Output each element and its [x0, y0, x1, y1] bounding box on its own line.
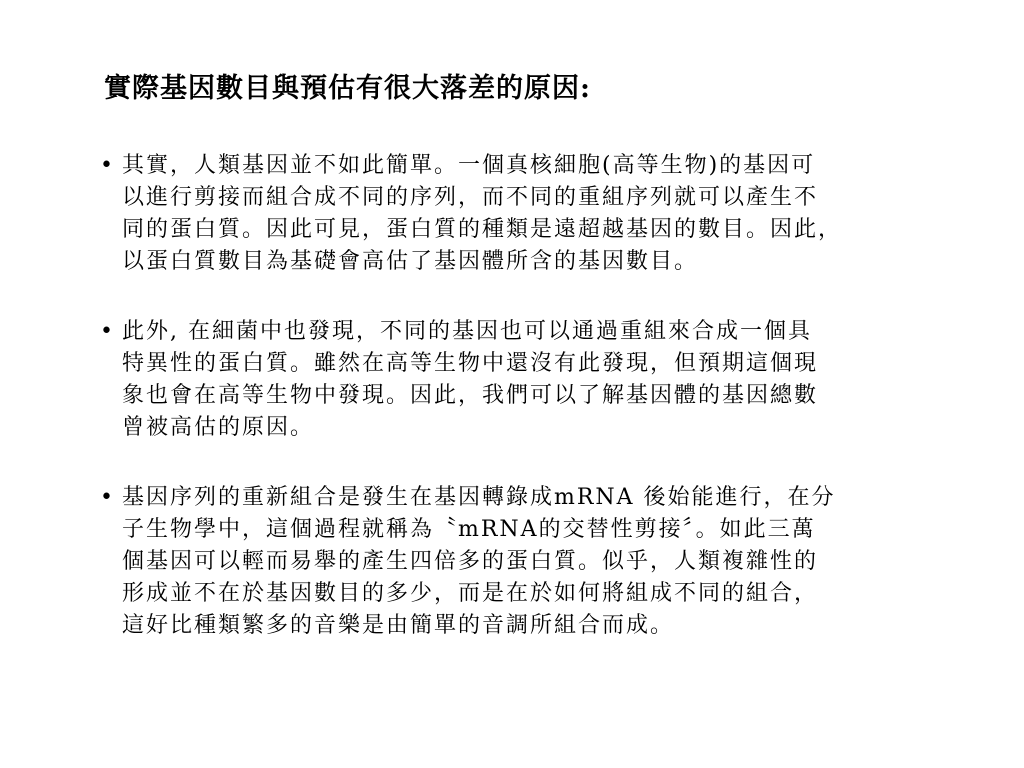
- bullet-2-line-4: 曾被高估的原因。: [122, 415, 315, 440]
- bullet-1-line-3: 同的蛋白質。因此可見，蛋白質的種類是遠超越基因的數目。因此，: [122, 217, 843, 242]
- bullet-3-line-2: 子生物學中，這個過程就稱為〝mRNA的交替性剪接〞。如此三萬: [122, 517, 816, 542]
- bullet-2-line-2: 特異性的蛋白質。雖然在高等生物中還沒有此發現，但預期這個現: [122, 351, 819, 376]
- bullet-2-line-3: 象也會在高等生物中發現。因此，我們可以了解基因體的基因總數: [122, 383, 819, 408]
- bullet-3-line-1: 基因序列的重新組合是發生在基因轉錄成mRNA 後始能進行，在分: [122, 485, 836, 510]
- bullet-3-line-4: 形成並不在於基因數目的多少，而是在於如何將組成不同的組合，: [122, 581, 819, 606]
- bullet-item-1: [100, 150, 970, 278]
- bullet-1-line-2: 以進行剪接而組合成不同的序列，而不同的重組序列就可以產生不: [122, 185, 819, 210]
- slide-title: 實際基因數目與預估有很大落差的原因:: [104, 73, 591, 104]
- bullet-3-line-5: 這好比種類繁多的音樂是由簡單的音調所組合而成。: [122, 613, 675, 638]
- bullet-dot-icon: •: [100, 319, 113, 344]
- bullet-2-line-1: 此外, 在細菌中也發現，不同的基因也可以通過重組來合成一個具: [122, 319, 812, 344]
- bullet-3-line-3: 個基因可以輕而易舉的產生四倍多的蛋白質。似乎，人類複雜性的: [122, 549, 819, 574]
- bullet-1-line-4: 以蛋白質數目為基礎會高估了基因體所含的基因數目。: [122, 249, 699, 274]
- bullet-1-line-1: 其實，人類基因並不如此簡單。一個真核細胞(高等生物)的基因可: [122, 153, 816, 178]
- bullet-list: [100, 150, 970, 680]
- bullet-dot-icon: •: [100, 153, 113, 178]
- bullet-item-2: [100, 316, 970, 444]
- bullet-dot-icon: •: [100, 485, 113, 510]
- bullet-item-3: [100, 482, 970, 642]
